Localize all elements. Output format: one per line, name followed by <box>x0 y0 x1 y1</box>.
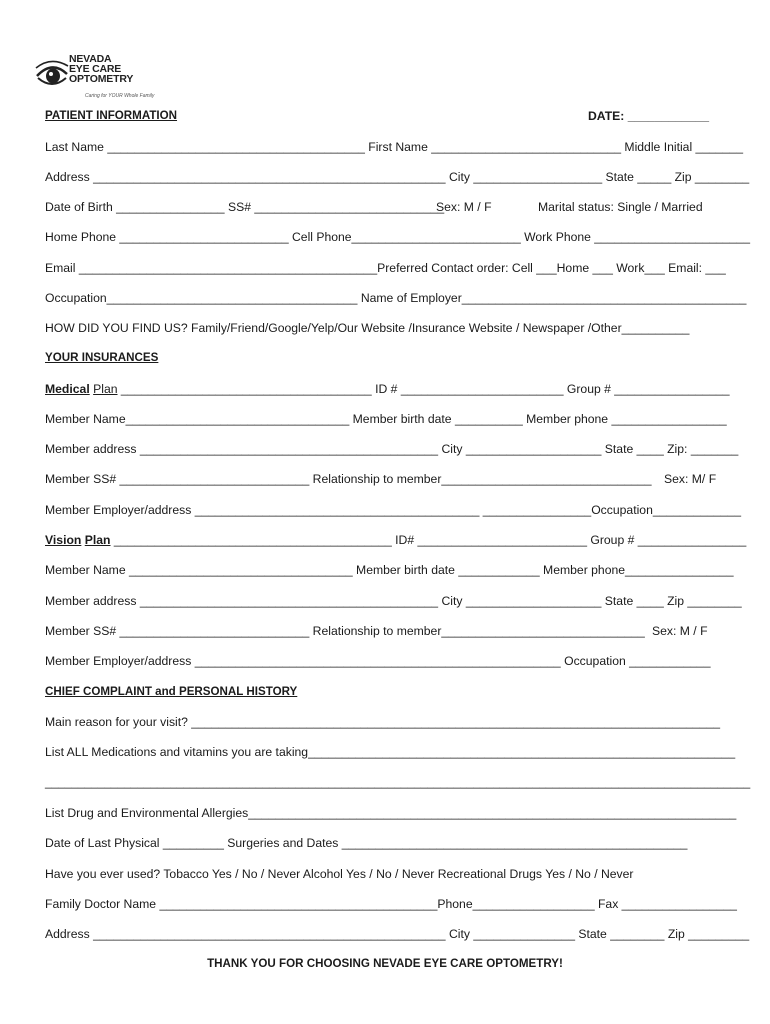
medical-member-sex-field[interactable]: Sex: M/ F <box>664 472 717 486</box>
medical-member-employer-row[interactable]: Member Employer/address __________________________________________ ________________Occupation_____________ <box>45 503 741 517</box>
logo-line-1: NEVADA <box>69 53 112 65</box>
medical-member-ss-row[interactable]: Member SS# ____________________________ Relationship to member_______________________________ <box>45 472 652 486</box>
medical-plan-row[interactable] <box>45 381 730 397</box>
eye-icon <box>35 56 69 96</box>
patient-info-heading: PATIENT INFORMATION <box>45 109 178 122</box>
substance-use-row[interactable]: Have you ever used? Tobacco Yes / No / Never Alcohol Yes / No / Never Recreational Drugs Yes / No / Never <box>45 867 634 881</box>
name-row[interactable]: Last Name ______________________________________ First Name ____________________________ Middle Initial _______ <box>45 140 743 154</box>
medical-member-address-row[interactable]: Member address ____________________________________________ City ____________________ State ____ Zip: _______ <box>45 442 739 456</box>
chief-complaint-heading: CHIEF COMPLAINT and PERSONAL HISTORY <box>45 685 298 698</box>
vision-member-sex-field[interactable]: Sex: M / F <box>652 624 708 638</box>
vision-member-ss-row[interactable]: Member SS# ____________________________ Relationship to member______________________________ <box>45 624 645 638</box>
date-field[interactable]: DATE: ____________ <box>588 109 710 123</box>
vision-member-address-row[interactable]: Member address ____________________________________________ City ____________________ State ____ Zip ________ <box>45 594 742 608</box>
medical-member-name-row[interactable]: Member Name_________________________________ Member birth date __________ Member phone _________________ <box>45 412 727 426</box>
vision-plan-label: Plan <box>84 533 111 547</box>
vision-plan-fields[interactable]: _________________________________________ ID# _________________________ Group # ________________ <box>110 533 747 547</box>
practice-logo <box>35 52 165 104</box>
sex-field[interactable]: Sex: M / F <box>436 200 492 214</box>
email-row[interactable]: Email ____________________________________________Preferred Contact order: Cell ___Home ___ Work___ Email: ___ <box>45 261 726 275</box>
medications-continuation-row[interactable]: ___________________________________________________________________________________________________________ <box>45 775 751 789</box>
doctor-address-row[interactable]: Address ____________________________________________________ City _______________ State ________ Zip _________ <box>45 927 750 941</box>
vision-member-name-row[interactable]: Member Name _________________________________ Member birth date ____________ Member phone________________ <box>45 563 734 577</box>
referral-source-row[interactable]: HOW DID YOU FIND US? Family/Friend/Google/Yelp/Our Website /Insurance Website / Newspaper /Other__________ <box>45 321 690 335</box>
medical-label: Medical <box>45 382 90 396</box>
medical-plan-label: Plan <box>93 382 118 396</box>
medical-plan-fields[interactable]: _____________________________________ ID # ________________________ Group # _________________ <box>117 382 730 396</box>
medications-row[interactable]: List ALL Medications and vitamins you are taking_______________________________________________________________ <box>45 745 736 759</box>
thank-you-footer: THANK YOU FOR CHOOSING NEVADE EYE CARE OPTOMETRY! <box>207 957 563 970</box>
vision-label: Vision <box>45 533 82 547</box>
address-row[interactable]: Address ____________________________________________________ City ___________________ State _____ Zip ________ <box>45 170 750 184</box>
insurances-heading: YOUR INSURANCES <box>45 351 159 364</box>
allergies-row[interactable]: List Drug and Environmental Allergies________________________________________________________________________ <box>45 806 737 820</box>
occupation-row[interactable]: Occupation_____________________________________ Name of Employer__________________________________________ <box>45 291 747 305</box>
last-physical-row[interactable]: Date of Last Physical _________ Surgeries and Dates ___________________________________________________ <box>45 836 688 850</box>
logo-line-2: EYE CARE <box>69 63 122 75</box>
main-reason-row[interactable]: Main reason for your visit? ______________________________________________________________________________ <box>45 715 721 729</box>
marital-status-field[interactable]: Marital status: Single / Married <box>538 200 703 214</box>
phone-row[interactable]: Home Phone _________________________ Cell Phone_________________________ Work Phone _______________________ <box>45 230 750 244</box>
logo-line-3: OPTOMETRY <box>69 73 134 85</box>
vision-plan-row[interactable] <box>45 532 746 548</box>
dob-ss-row[interactable]: Date of Birth ________________ SS# ____________________________ <box>45 200 445 214</box>
vision-member-employer-row[interactable]: Member Employer/address ______________________________________________________ Occupation ____________ <box>45 654 711 668</box>
family-doctor-row[interactable]: Family Doctor Name _________________________________________Phone__________________ Fax _________________ <box>45 897 737 911</box>
logo-tagline: Caring for YOUR Whole Family <box>85 93 155 99</box>
